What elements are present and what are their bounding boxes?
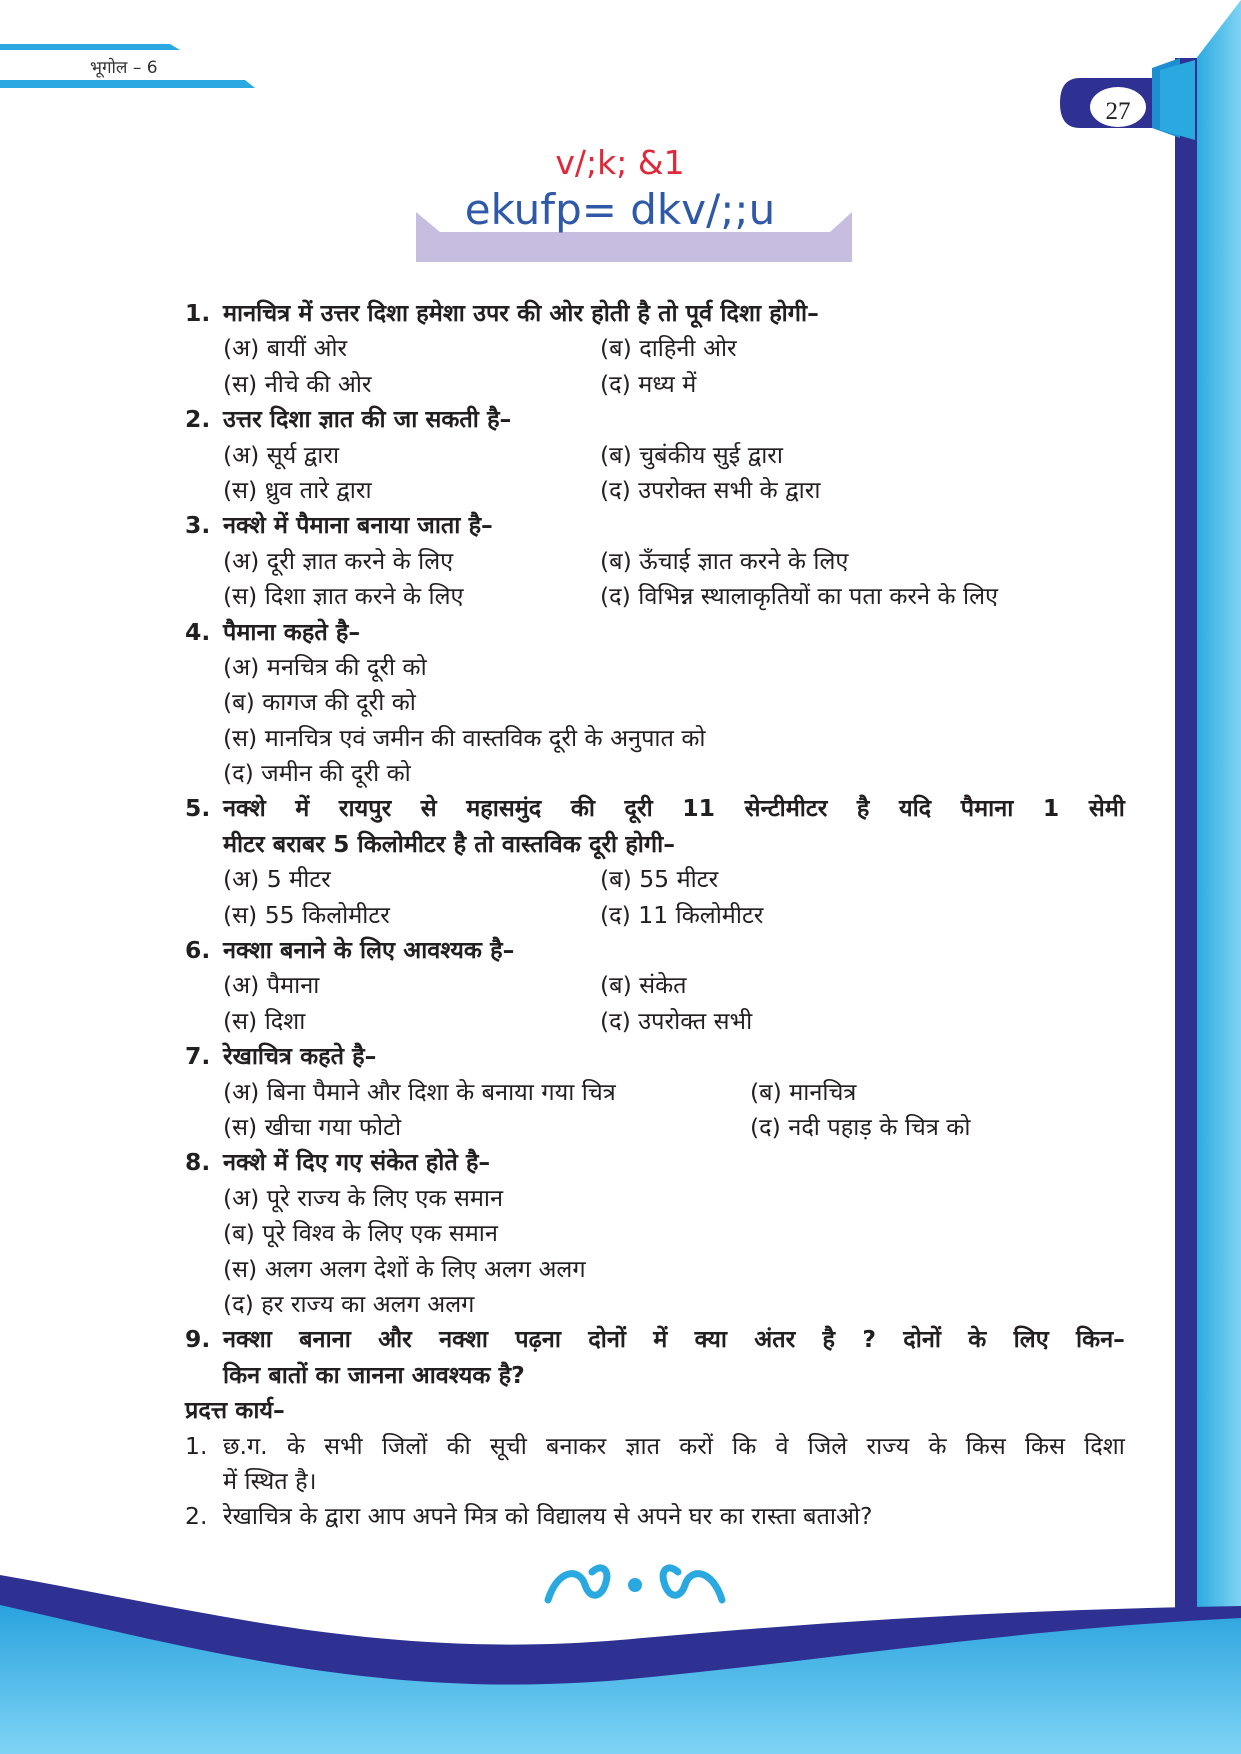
question-text: नक्शे में पैमाना बनाया जाता है– xyxy=(223,511,493,540)
options-row xyxy=(185,862,1125,897)
option: (द) हर राज्य का अलग अलग xyxy=(223,1289,475,1318)
option: (अ) 5 मीटर xyxy=(223,865,331,894)
word: किस xyxy=(965,1431,1006,1460)
question-number: 2. xyxy=(185,405,211,434)
word: है xyxy=(856,794,870,823)
question-text-line-1 xyxy=(223,791,1125,826)
option: (स) अलग अलग देशों के लिए अलग अलग xyxy=(223,1254,586,1283)
word: पैमाना xyxy=(960,794,1014,823)
option: (ब) संकेत xyxy=(600,971,687,1000)
option: (अ) बायीं ओर xyxy=(223,334,348,363)
option: (ब) ऊँचाई ज्ञात करने के लिए xyxy=(600,546,849,575)
option: (द) विभिन्न स्थालाकृतियों का पता करने के लिए xyxy=(600,582,999,611)
question-number: 6. xyxy=(185,936,211,965)
options-row xyxy=(185,1075,1125,1110)
word: बनाकर xyxy=(546,1431,607,1460)
option: (द) जमीन की दूरी को xyxy=(223,759,411,788)
option: (अ) बिना पैमाने और दिशा के बनाया गया चित्र xyxy=(223,1077,616,1106)
option: (ब) दाहिनी ओर xyxy=(600,334,737,363)
option: (ब) पूरे विश्व के लिए एक समान xyxy=(223,1219,498,1248)
word: यदि xyxy=(898,794,932,823)
question-number: 8. xyxy=(185,1148,211,1177)
word: दोनों xyxy=(588,1325,626,1354)
word: नक्शा xyxy=(223,1325,272,1354)
options-row xyxy=(185,473,1125,508)
question-text-line-2: किन बातों का जानना आवश्यक है? xyxy=(223,1360,525,1389)
option: (ब) कागज की दूरी को xyxy=(223,688,416,717)
word: से xyxy=(420,794,437,823)
word: 11 xyxy=(682,794,715,823)
options-row xyxy=(185,968,1125,1003)
options-row xyxy=(185,367,1125,402)
word: के xyxy=(968,1325,987,1354)
options-row xyxy=(185,1004,1125,1039)
word: किस xyxy=(1024,1431,1065,1460)
word: सेमी xyxy=(1088,794,1125,823)
option: (स) नीचे की ओर xyxy=(223,369,372,398)
word: छ.ग. xyxy=(223,1431,268,1460)
option: (स) 55 किलोमीटर xyxy=(223,900,390,929)
question-2 xyxy=(185,402,1125,437)
question-text-line-2: मीटर बराबर 5 किलोमीटर है तो वास्तविक दूरी होगी– xyxy=(223,829,675,858)
word: कि xyxy=(732,1431,757,1460)
question-number: 9. xyxy=(185,1325,211,1354)
word: महासमुंद xyxy=(466,794,542,823)
question-3 xyxy=(185,508,1125,543)
question-6 xyxy=(185,933,1125,968)
option: (द) नदी पहाड़ के चित्र को xyxy=(750,1112,971,1141)
word: जिलों xyxy=(381,1431,428,1460)
task-number: 2. xyxy=(185,1502,208,1531)
chapter-number: v/;k; &1 xyxy=(555,143,685,182)
option: (द) मध्य में xyxy=(600,369,697,398)
option: (द) उपरोक्त सभी xyxy=(600,1006,753,1035)
task-text: रेखाचित्र के द्वारा आप अपने मित्र को विद्यालय से अपने घर का रास्ता बताओ? xyxy=(223,1502,873,1531)
options-row xyxy=(185,1110,1125,1145)
option: (स) दिशा ज्ञात करने के लिए xyxy=(223,582,464,611)
option: (स) मानचित्र एवं जमीन की वास्तविक दूरी के अनुपात को xyxy=(223,723,706,752)
options-row xyxy=(185,331,1125,366)
word: लिए xyxy=(1013,1325,1049,1354)
word: सभी xyxy=(324,1431,363,1460)
word: पढ़ना xyxy=(515,1325,561,1354)
question-5 xyxy=(185,791,1125,826)
word: सेन्टीमीटर xyxy=(744,794,828,823)
word: सूची xyxy=(489,1431,527,1460)
question-number: 5. xyxy=(185,794,211,823)
word: बनाना xyxy=(299,1325,351,1354)
option: (अ) सूर्य द्वारा xyxy=(223,440,340,469)
word: अंतर xyxy=(754,1325,796,1354)
word: की xyxy=(570,794,595,823)
word: है xyxy=(822,1325,836,1354)
option: (अ) पूरे राज्य के लिए एक समान xyxy=(223,1183,504,1212)
question-1 xyxy=(185,296,1125,331)
tasks-heading: प्रदत्त कार्य– xyxy=(185,1396,285,1425)
word: 1 xyxy=(1042,794,1060,823)
word: में xyxy=(653,1325,668,1354)
word: ज्ञात xyxy=(625,1431,660,1460)
option: (अ) मनचित्र की दूरी को xyxy=(223,652,427,681)
word: क्या xyxy=(694,1325,727,1354)
question-4 xyxy=(185,615,1125,650)
question-8 xyxy=(185,1145,1125,1180)
word: जिले xyxy=(807,1431,848,1460)
options-row xyxy=(185,898,1125,933)
question-text: उत्तर दिशा ज्ञात की जा सकती है– xyxy=(223,405,512,434)
ornament-icon xyxy=(540,1560,730,1610)
question-text-line-1 xyxy=(223,1322,1125,1357)
option: (स) दिशा xyxy=(223,1006,306,1035)
task-text-line-2: में स्थित है। xyxy=(223,1466,317,1495)
option: (द) 11 किलोमीटर xyxy=(600,900,764,929)
option: (ब) मानचित्र xyxy=(750,1077,857,1106)
option: (द) उपरोक्त सभी के द्वारा xyxy=(600,475,821,504)
word: करों xyxy=(679,1431,713,1460)
question-number: 4. xyxy=(185,617,211,646)
option: (ब) 55 मीटर xyxy=(600,865,719,894)
header-subject: भूगोल – 6 xyxy=(90,58,158,78)
word: किन– xyxy=(1076,1325,1125,1354)
task-1 xyxy=(185,1429,1125,1464)
option: (स) ध्रुव तारे द्वारा xyxy=(223,475,372,504)
word: ? xyxy=(862,1325,876,1354)
question-text: पैमाना कहते है– xyxy=(223,617,361,646)
task-text-line-1 xyxy=(223,1429,1125,1464)
question-number: 3. xyxy=(185,511,211,540)
question-text: नक्शे में दिए गए संकेत होते है– xyxy=(223,1148,491,1177)
exercise-content xyxy=(185,296,1125,1535)
word: में xyxy=(295,794,310,823)
word: नक्शे xyxy=(223,794,266,823)
word: राज्य xyxy=(866,1431,910,1460)
word: दोनों xyxy=(903,1325,941,1354)
option: (स) खीचा गया फोटो xyxy=(223,1112,402,1141)
options-row xyxy=(185,438,1125,473)
word: दूरी xyxy=(624,794,653,823)
question-number: 7. xyxy=(185,1042,211,1071)
word: की xyxy=(446,1431,471,1460)
question-text: मानचित्र में उत्तर दिशा हमेशा उपर की ओर होती है तो पूर्व दिशा होगी– xyxy=(223,299,819,327)
option: (अ) पैमाना xyxy=(223,971,320,1000)
question-text: नक्शा बनाने के लिए आवश्यक है– xyxy=(223,936,515,965)
question-9 xyxy=(185,1322,1125,1357)
question-number: 1. xyxy=(185,299,211,327)
word: के xyxy=(286,1431,305,1460)
chapter-title: ekufp= dkv/;;u xyxy=(464,185,776,234)
task-2 xyxy=(185,1499,1125,1534)
word: रायपुर xyxy=(338,794,392,823)
option: (अ) दूरी ज्ञात करने के लिए xyxy=(223,546,454,575)
word: और xyxy=(378,1325,412,1354)
page-number: 27 xyxy=(1105,98,1131,125)
task-number: 1. xyxy=(185,1431,208,1460)
word: के xyxy=(928,1431,947,1460)
question-7 xyxy=(185,1039,1125,1074)
question-text: रेखाचित्र कहते है– xyxy=(223,1042,377,1071)
option: (ब) चुबंकीय सुई द्वारा xyxy=(600,440,783,469)
word: नक्शा xyxy=(439,1325,488,1354)
options-row xyxy=(185,579,1125,614)
word: दिशा xyxy=(1084,1431,1125,1460)
options-row xyxy=(185,544,1125,579)
word: वे xyxy=(775,1431,789,1460)
